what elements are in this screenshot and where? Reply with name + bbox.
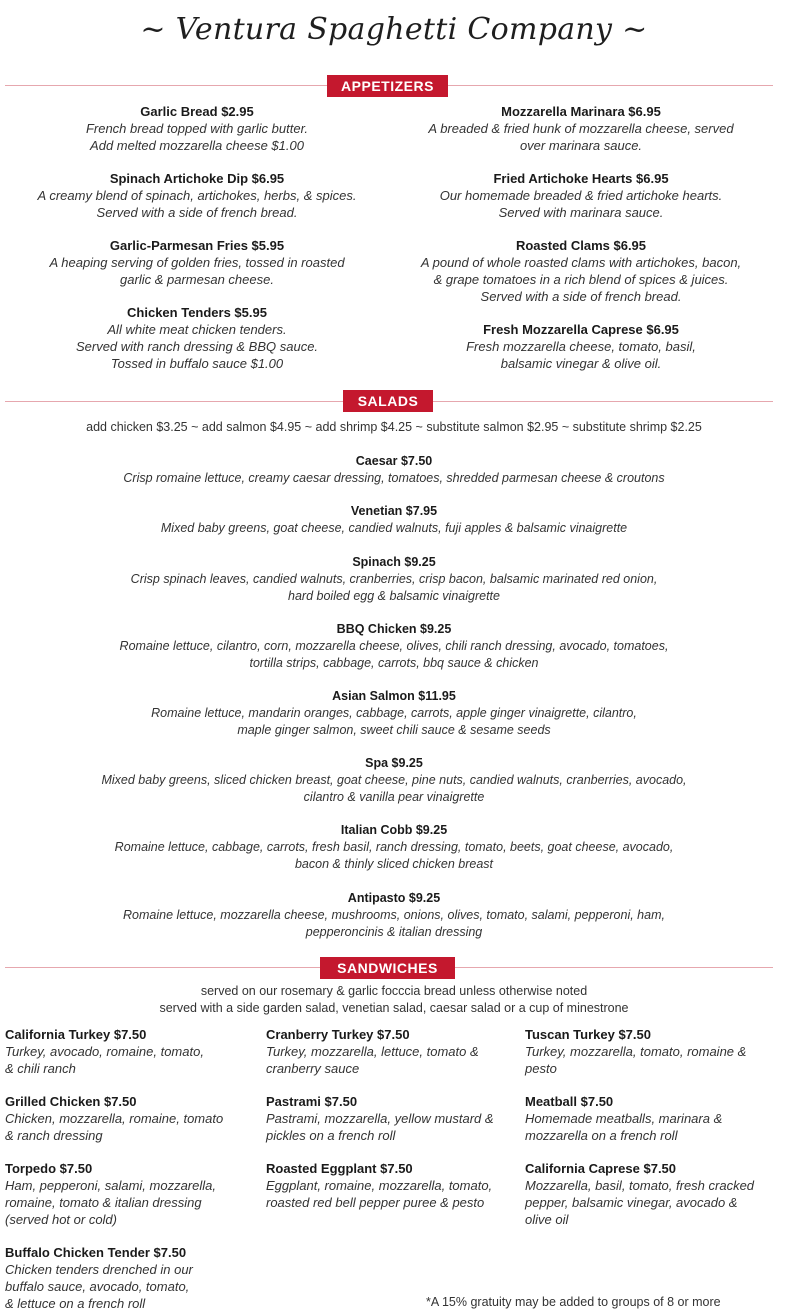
menu-item-description: Turkey, avocado, romaine, tomato, xyxy=(5,1044,204,1059)
menu-item-name: Pastrami $7.50 xyxy=(266,1094,358,1109)
menu-item-description: maple ginger salmon, sweet chili sauce & sesame seeds xyxy=(237,723,551,737)
menu-item-description: Pastrami, mozzarella, yellow mustard & xyxy=(266,1111,494,1126)
menu-item-description: pesto xyxy=(525,1061,557,1076)
menu-item xyxy=(0,890,788,941)
menu-item-description: A heaping serving of golden fries, tossed in roasted xyxy=(49,255,345,270)
menu-item-name: Spa $9.25 xyxy=(365,756,423,770)
menu-item xyxy=(0,453,788,487)
menu-item-description: Eggplant, romaine, mozzarella, tomato, xyxy=(266,1178,493,1193)
section-heading-appetizers: APPETIZERS xyxy=(327,75,448,97)
menu-item xyxy=(0,688,788,739)
menu-item xyxy=(0,237,394,288)
menu-item-name: BBQ Chicken $9.25 xyxy=(336,622,452,636)
menu-item-description: Chicken, mozzarella, romaine, tomato xyxy=(5,1111,224,1126)
menu-item-name: Spinach $9.25 xyxy=(352,555,436,569)
menu-item-description: A breaded & fried hunk of mozzarella cheese, served xyxy=(428,121,734,136)
menu-item-description: roasted red bell pepper puree & pesto xyxy=(266,1195,485,1210)
menu-item-description: & grape tomatoes in a rich blend of spices & juices. xyxy=(433,272,729,287)
menu-item-description: French bread topped with garlic butter. xyxy=(85,121,309,136)
menu-item-description: balsamic vinegar & olive oil. xyxy=(500,356,662,371)
menu-item-description: Add melted mozzarella cheese $1.00 xyxy=(90,138,304,153)
menu-item-name: Torpedo $7.50 xyxy=(5,1161,93,1176)
salad-addons: add chicken $3.25 ~ add salmon $4.95 ~ add shrimp $4.25 ~ substitute salmon $2.95 ~ substitute shrimp $2.25 xyxy=(86,420,702,434)
menu-item-description: Served with a side of french bread. xyxy=(480,289,682,304)
menu-item xyxy=(266,1093,521,1144)
menu-item-description: Mixed baby greens, goat cheese, candied walnuts, fuji apples & balsamic vinaigrette xyxy=(160,521,628,535)
menu-item-name: Fried Artichoke Hearts $6.95 xyxy=(493,171,669,186)
menu-item xyxy=(384,321,778,372)
menu-item-name: Garlic Bread $2.95 xyxy=(140,104,254,119)
menu-item-name: Chicken Tenders $5.95 xyxy=(127,305,267,320)
menu-item-description: mozzarella on a french roll xyxy=(525,1128,678,1143)
menu-item xyxy=(384,170,778,221)
menu-item-description: Tossed in buffalo sauce $1.00 xyxy=(110,356,284,371)
menu-item-description: Romaine lettuce, mandarin oranges, cabbage, carrots, apple ginger vinaigrette, cilantro, xyxy=(151,706,637,720)
menu-item-description: Turkey, mozzarella, lettuce, tomato & xyxy=(266,1044,479,1059)
menu-item-description: pepperoncinis & italian dressing xyxy=(305,925,483,939)
menu-item-name: Buffalo Chicken Tender $7.50 xyxy=(5,1245,187,1260)
menu-item-name: Spinach Artichoke Dip $6.95 xyxy=(109,171,285,186)
menu-item xyxy=(0,503,788,537)
section-heading-salads: SALADS xyxy=(343,390,433,412)
section-heading-sandwiches: SANDWICHES xyxy=(320,957,455,979)
menu-item-description: Served with marinara sauce. xyxy=(498,205,664,220)
menu-item-description: A creamy blend of spinach, artichokes, herbs, & spices. xyxy=(37,188,357,203)
menu-item-description: & ranch dressing xyxy=(5,1128,103,1143)
menu-item-name: Roasted Clams $6.95 xyxy=(515,238,647,253)
menu-item xyxy=(5,1026,255,1077)
menu-item-description: Our homemade breaded & fried artichoke hearts. xyxy=(439,188,723,203)
menu-item-description: Romaine lettuce, cilantro, corn, mozzarella cheese, olives, chili ranch dressing, avocado, tomatoes, xyxy=(119,639,669,653)
menu-item xyxy=(5,1244,255,1312)
menu-item-description: tortilla strips, cabbage, carrots, bbq sauce & chicken xyxy=(249,656,539,670)
menu-item-description: buffalo sauce, avocado, tomato, xyxy=(5,1279,190,1294)
menu-item xyxy=(5,1093,255,1144)
menu-item-description: over marinara sauce. xyxy=(519,138,643,153)
menu-item xyxy=(525,1026,785,1077)
menu-item-description: & lettuce on a french roll xyxy=(5,1296,146,1311)
menu-item-description: (served hot or cold) xyxy=(5,1212,117,1227)
restaurant-title: ~ Ventura Spaghetti Company ~ xyxy=(140,12,648,47)
menu-item xyxy=(5,1160,255,1228)
menu-item-description: pepper, balsamic vinegar, avocado & xyxy=(525,1195,738,1210)
sandwich-note-bread: served on our rosemary & garlic focccia bread unless otherwise noted xyxy=(200,984,588,998)
menu-item-name: California Caprese $7.50 xyxy=(525,1161,677,1176)
menu-item xyxy=(266,1160,521,1211)
menu-item-name: Garlic-Parmesan Fries $5.95 xyxy=(109,238,285,253)
menu-item-name: Meatball $7.50 xyxy=(525,1094,614,1109)
menu-item-description: Homemade meatballs, marinara & xyxy=(525,1111,723,1126)
menu-item xyxy=(266,1026,521,1077)
menu-item-name: Asian Salmon $11.95 xyxy=(332,689,456,703)
menu-item xyxy=(0,304,394,372)
menu-item-name: Antipasto $9.25 xyxy=(347,891,441,905)
menu-item xyxy=(525,1160,785,1228)
menu-item-description: Romaine lettuce, cabbage, carrots, fresh basil, ranch dressing, tomato, beets, goat cheese, avocado, xyxy=(114,840,674,854)
menu-item-description: Crisp romaine lettuce, creamy caesar dressing, tomatoes, shredded parmesan cheese & croutons xyxy=(123,471,665,485)
menu-item-description: Chicken tenders drenched in our xyxy=(5,1262,193,1277)
menu-item-description: cranberry sauce xyxy=(266,1061,360,1076)
menu-item xyxy=(0,103,394,154)
sandwich-note-sides: served with a side garden salad, venetian salad, caesar salad or a cup of minestrone xyxy=(159,1001,629,1015)
gratuity-footnote: *A 15% gratuity may be added to groups of 8 or more xyxy=(426,1295,721,1309)
menu-item xyxy=(0,554,788,605)
menu-item xyxy=(0,621,788,672)
menu-item-description: pickles on a french roll xyxy=(266,1128,396,1143)
menu-item-description: bacon & thinly sliced chicken breast xyxy=(294,857,494,871)
menu-item xyxy=(0,822,788,873)
menu-item-name: Roasted Eggplant $7.50 xyxy=(266,1161,413,1176)
menu-item-name: Cranberry Turkey $7.50 xyxy=(266,1027,410,1042)
menu-item-description: olive oil xyxy=(525,1212,569,1227)
menu-item-description: Served with a side of french bread. xyxy=(96,205,298,220)
menu-item-description: Romaine lettuce, mozzarella cheese, mushrooms, onions, olives, tomato, salami, pepperoni, ham, xyxy=(123,908,665,922)
menu-item-description: Mozzarella, basil, tomato, fresh cracked xyxy=(525,1178,755,1193)
menu-item xyxy=(525,1093,785,1144)
menu-item-name: Venetian $7.95 xyxy=(350,504,438,518)
menu-item-description: cilantro & vanilla pear vinaigrette xyxy=(303,790,485,804)
menu-item-description: hard boiled egg & balsamic vinaigrette xyxy=(288,589,500,603)
menu-item xyxy=(0,755,788,806)
menu-item-description: Crisp spinach leaves, candied walnuts, cranberries, crisp bacon, balsamic marinated red onion, xyxy=(130,572,658,586)
menu-item-name: Tuscan Turkey $7.50 xyxy=(525,1027,651,1042)
menu-item-description: Ham, pepperoni, salami, mozzarella, xyxy=(5,1178,216,1193)
menu-item-description: A pound of whole roasted clams with artichokes, bacon, xyxy=(420,255,742,270)
menu-item-description: Mixed baby greens, sliced chicken breast, goat cheese, pine nuts, candied walnuts, cranberries, avocado, xyxy=(101,773,687,787)
menu-item-description: & chili ranch xyxy=(5,1061,76,1076)
menu-item-description: garlic & parmesan cheese. xyxy=(120,272,274,287)
menu-item-name: Mozzarella Marinara $6.95 xyxy=(501,104,661,119)
menu-item xyxy=(384,103,778,154)
menu-item xyxy=(384,237,778,305)
menu-item-description: Served with ranch dressing & BBQ sauce. xyxy=(75,339,319,354)
menu-item-description: All white meat chicken tenders. xyxy=(107,322,287,337)
menu-item-name: California Turkey $7.50 xyxy=(5,1027,147,1042)
menu-item-description: Fresh mozzarella cheese, tomato, basil, xyxy=(466,339,696,354)
menu-item xyxy=(0,170,394,221)
menu-item-description: romaine, tomato & italian dressing xyxy=(5,1195,202,1210)
menu-item-name: Grilled Chicken $7.50 xyxy=(5,1094,137,1109)
menu-item-name: Caesar $7.50 xyxy=(355,454,433,468)
menu-item-name: Fresh Mozzarella Caprese $6.95 xyxy=(483,322,679,337)
menu-item-description: Turkey, mozzarella, tomato, romaine & xyxy=(525,1044,747,1059)
menu-item-name: Italian Cobb $9.25 xyxy=(340,823,448,837)
